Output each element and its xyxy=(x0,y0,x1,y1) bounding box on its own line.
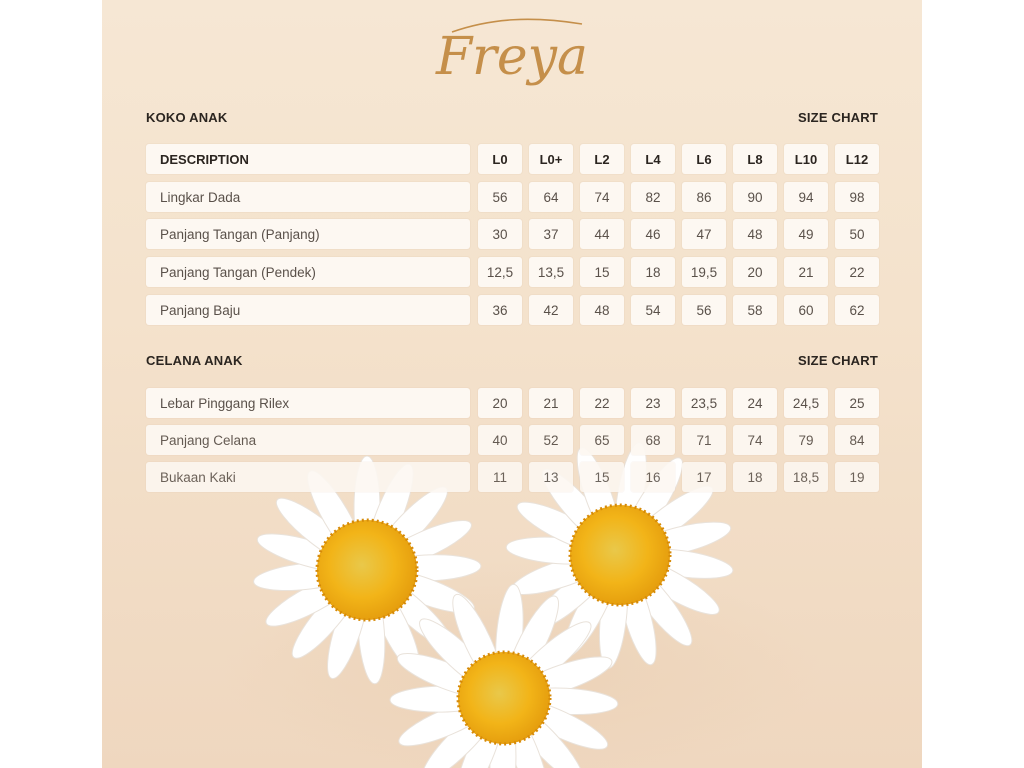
table-cell: 15 xyxy=(580,462,624,492)
row-label: Bukaan Kaki xyxy=(146,462,470,492)
celana-size-chart-label: SIZE CHART xyxy=(798,353,878,368)
table-cell: 30 xyxy=(478,219,522,249)
table-cell: 36 xyxy=(478,295,522,325)
row-label: Panjang Tangan (Panjang) xyxy=(146,219,470,249)
table-cell: 90 xyxy=(733,182,777,212)
table-cell: 21 xyxy=(784,257,828,287)
table-cell: 13,5 xyxy=(529,257,573,287)
table-cell: 58 xyxy=(733,295,777,325)
table-cell: 20 xyxy=(733,257,777,287)
size-header: L8 xyxy=(733,144,777,174)
table-cell: 20 xyxy=(478,388,522,418)
table-cell: 74 xyxy=(580,182,624,212)
table-cell: 71 xyxy=(682,425,726,455)
table-cell: 22 xyxy=(835,257,879,287)
table-cell: 13 xyxy=(529,462,573,492)
table-cell: 37 xyxy=(529,219,573,249)
table-cell: 24 xyxy=(733,388,777,418)
table-cell: 18 xyxy=(631,257,675,287)
table-cell: 16 xyxy=(631,462,675,492)
table-cell: 56 xyxy=(682,295,726,325)
size-header: L0 xyxy=(478,144,522,174)
table-cell: 18 xyxy=(733,462,777,492)
table-cell: 44 xyxy=(580,219,624,249)
table-cell: 12,5 xyxy=(478,257,522,287)
brand-logo xyxy=(102,6,922,96)
koko-section-title: KOKO ANAK xyxy=(146,110,228,125)
table-cell: 60 xyxy=(784,295,828,325)
size-header: L2 xyxy=(580,144,624,174)
size-header: L12 xyxy=(835,144,879,174)
size-chart-card xyxy=(102,0,922,768)
table-cell: 22 xyxy=(580,388,624,418)
table-cell: 23 xyxy=(631,388,675,418)
table-cell: 79 xyxy=(784,425,828,455)
table-cell: 17 xyxy=(682,462,726,492)
table-cell: 48 xyxy=(580,295,624,325)
table-cell: 65 xyxy=(580,425,624,455)
table-cell: 47 xyxy=(682,219,726,249)
table-cell: 15 xyxy=(580,257,624,287)
table-cell: 40 xyxy=(478,425,522,455)
table-cell: 49 xyxy=(784,219,828,249)
table-cell: 84 xyxy=(835,425,879,455)
table-cell: 21 xyxy=(529,388,573,418)
size-header: L10 xyxy=(784,144,828,174)
table-cell: 48 xyxy=(733,219,777,249)
table-cell: 46 xyxy=(631,219,675,249)
table-cell: 98 xyxy=(835,182,879,212)
brand-name: Freya xyxy=(435,27,589,87)
table-cell: 68 xyxy=(631,425,675,455)
size-header: L4 xyxy=(631,144,675,174)
row-label: Panjang Celana xyxy=(146,425,470,455)
table-cell: 62 xyxy=(835,295,879,325)
table-cell: 42 xyxy=(529,295,573,325)
table-cell: 24,5 xyxy=(784,388,828,418)
table-cell: 52 xyxy=(529,425,573,455)
table-cell: 54 xyxy=(631,295,675,325)
table-cell: 23,5 xyxy=(682,388,726,418)
row-label: Lebar Pinggang Rilex xyxy=(146,388,470,418)
celana-section-title: CELANA ANAK xyxy=(146,353,243,368)
row-label: Panjang Tangan (Pendek) xyxy=(146,257,470,287)
table-cell: 25 xyxy=(835,388,879,418)
row-label: Panjang Baju xyxy=(146,295,470,325)
table-cell: 56 xyxy=(478,182,522,212)
size-header: L6 xyxy=(682,144,726,174)
table-cell: 50 xyxy=(835,219,879,249)
table-cell: 18,5 xyxy=(784,462,828,492)
row-label: Lingkar Dada xyxy=(146,182,470,212)
table-cell: 11 xyxy=(478,462,522,492)
table-cell: 64 xyxy=(529,182,573,212)
table-cell: 19,5 xyxy=(682,257,726,287)
table-cell: 82 xyxy=(631,182,675,212)
size-header: L0+ xyxy=(529,144,573,174)
description-header: DESCRIPTION xyxy=(146,144,470,174)
table-cell: 86 xyxy=(682,182,726,212)
table-cell: 74 xyxy=(733,425,777,455)
koko-size-chart-label: SIZE CHART xyxy=(798,110,878,125)
table-cell: 19 xyxy=(835,462,879,492)
table-cell: 94 xyxy=(784,182,828,212)
